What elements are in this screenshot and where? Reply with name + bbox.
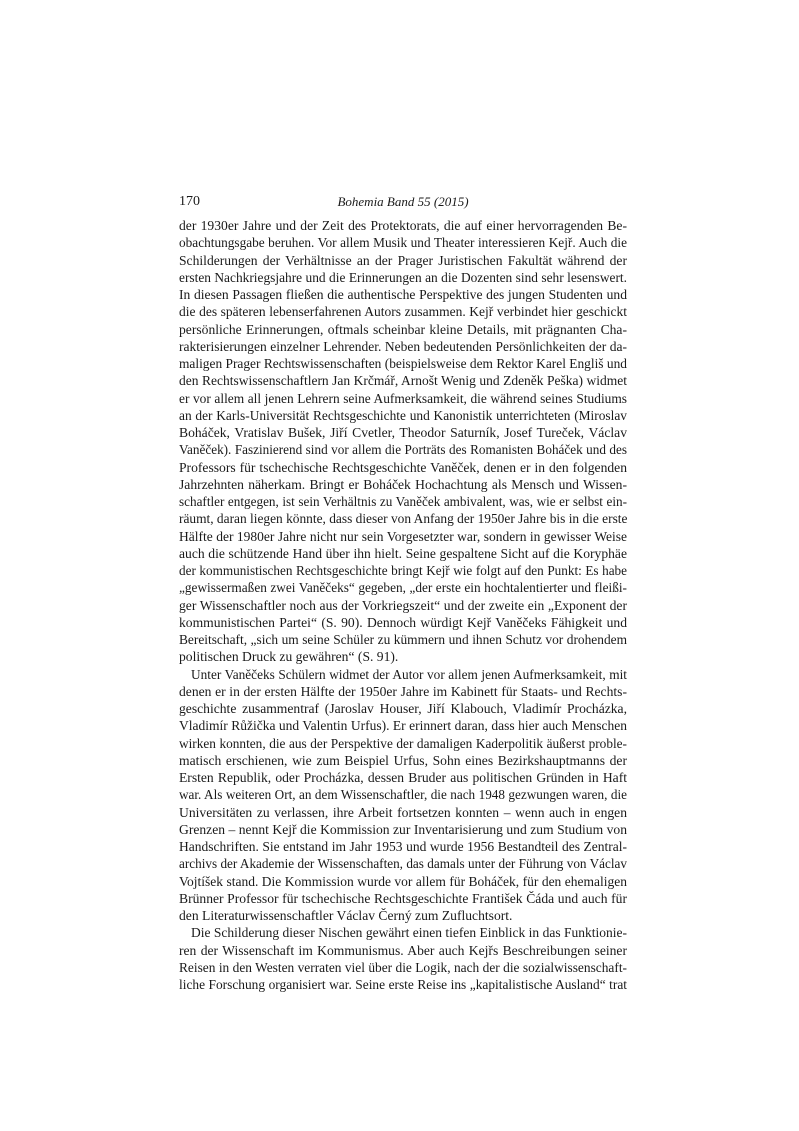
text-line: auch die schützende Hand über ihn hielt. Seine gespaltene Sicht auf die Koryphäe xyxy=(179,545,627,561)
text-line: maligen Prager Rechtswissenschaften (beispielsweise dem Rektor Karel Engliš und xyxy=(179,356,627,371)
text-line: wirken konnten, die aus der Perspektive der damaligen Kaderpolitik äußerst proble- xyxy=(179,735,627,751)
text-line: an der Karls-Universität Rechtsgeschichte und Kanonistik unterrichteten (Miroslav xyxy=(179,407,627,423)
text-line: denen er in der ersten Hälfte der 1950er Jahre im Kabinett für Staats- und Rechts- xyxy=(179,683,627,699)
text-line: den Literaturwissenschaftler Václav Černý zum Zufluchtsort. xyxy=(179,908,513,923)
text-line: räumt, daran liegen könnte, dass dieser von Anfang der 1950er Jahre bis in die erste xyxy=(179,511,628,527)
page-header xyxy=(179,193,627,213)
text-line: er vor allem all jenen Lehrern seine Aufmerksamkeit, die während seines Studiums xyxy=(179,390,627,406)
text-line: Reisen in den Westen verraten viel über die Logik, nach der die sozialwissenschaft- xyxy=(179,959,627,975)
paragraph xyxy=(179,217,627,666)
text-line: Jahrzehnten näherkam. Bringt er Boháček Hochachtung als Mensch und Wissen- xyxy=(179,476,627,492)
text-line: ren der Wissenschaft im Kommunismus. Aber auch Kejřs Beschreibungen seiner xyxy=(179,942,627,958)
text-line: kommunistischen Partei“ (S. 90). Dennoch würdigt Kejř Vaněčeks Fähigkeit und xyxy=(179,614,627,630)
text-line: Universitäten zu verlassen, ihre Arbeit fortsetzen konnten – wenn auch in engen xyxy=(179,804,627,820)
text-line: persönliche Erinnerungen, oftmals scheinbar kleine Details, mit prägnanten Cha- xyxy=(179,321,627,337)
text-line: rakterisierungen einzelner Lehrender. Neben bedeutenden Persönlichkeiten der da- xyxy=(179,338,627,354)
text-line: In diesen Passagen fließen die authentische Perspektive des jungen Studenten und xyxy=(179,287,627,302)
text-line: liche Forschung organisiert war. Seine erste Reise ins „kapitalistische Ausland“ trat xyxy=(179,977,627,992)
text-line: Grenzen – nennt Kejř die Kommission zur Inventarisierung und zum Studium von xyxy=(179,821,627,837)
text-line: Vojtíšek stand. Die Kommission wurde vor allem für Boháček, für den ehemaligen xyxy=(179,873,627,889)
text-line: Boháček, Vratislav Bušek, Jiří Cvetler, Theodor Saturník, Josef Tureček, Václav xyxy=(179,425,627,440)
text-line: obachtungsgabe beruhen. Vor allem Musik und Theater interessieren Kejř. Auch die xyxy=(179,235,627,251)
body-text xyxy=(179,217,627,993)
page-number: 170 xyxy=(179,194,200,209)
text-line: geschichte zusammentraf (Jaroslav Houser, Jiří Klabouch, Vladimír Procházka, xyxy=(179,701,627,716)
text-line: war. Als weiteren Ort, an dem Wissenschaftler, die nach 1948 gezwungen waren, die xyxy=(179,787,627,803)
text-line: den Rechtswissenschaftlern Jan Krčmář, Arnošt Wenig und Zdeněk Peška) widmet xyxy=(179,373,627,389)
text-line: schaftler entgegen, ist sein Verhältnis zu Vaněček ambivalent, was, wie er selbst ein- xyxy=(179,494,627,509)
text-line: politischen Druck zu gewähren“ (S. 91). xyxy=(179,649,399,665)
text-line: die des späteren lebenserfahrenen Autors zusammen. Kejř verbindet hier geschickt xyxy=(179,304,627,320)
text-line: archivs der Akademie der Wissenschaften, das damals unter der Führung von Václav xyxy=(179,856,627,872)
text-line: ger Wissenschaftler noch aus der Vorkriegszeit“ und der zweite ein „Exponent der xyxy=(179,597,627,613)
text-line: der kommunistischen Rechtsgeschichte bringt Kejř wie folgt auf den Punkt: Es habe xyxy=(179,563,627,578)
text-line: matisch erschienen, wie zum Beispiel Urfus, Sohn eines Bezirkshauptmanns der xyxy=(179,752,627,768)
text-line: ersten Nachkriegsjahre und die Erinnerungen an die Dozenten sind sehr lesenswert. xyxy=(179,269,627,285)
text-line: Schilderungen der Verhältnisse an der Prager Juristischen Fakultät während der xyxy=(179,252,627,268)
text-line: Handschriften. Sie entstand im Jahr 1953 und wurde 1956 Bestandteil des Zentral- xyxy=(179,839,627,854)
text-line: Bereitschaft, „sich um seine Schüler zu kümmern und ihnen Schutz vor drohendem xyxy=(179,632,627,647)
text-line: „gewissermaßen zwei Vaněčeks“ gegeben, „der erste ein hochtalentierter und fleißi- xyxy=(179,580,627,596)
text-line: Die Schilderung dieser Nischen gewährt einen tiefen Einblick in das Funktionie- xyxy=(191,925,627,941)
text-line: Vaněček). Faszinierend sind vor allem die Porträts des Romanisten Boháček und des xyxy=(179,442,627,458)
text-line: Hälfte der 1980er Jahre nicht nur sein Vorgesetzter war, sondern in gewisser Weise xyxy=(179,528,627,544)
text-line: Unter Vaněčeks Schülern widmet der Autor vor allem jenen Aufmerksamkeit, mit xyxy=(191,666,627,682)
paragraph xyxy=(179,666,627,925)
text-line: Ersten Republik, oder Procházka, dessen Bruder aus politischen Gründen in Haft xyxy=(179,770,627,785)
running-title: Bohemia Band 55 (2015) xyxy=(337,194,469,209)
text-line: der 1930er Jahre und der Zeit des Protektorats, die auf einer hervorragenden Be- xyxy=(179,218,627,233)
text-line: Professors für tschechische Rechtsgeschichte Vaněček, denen er in den folgenden xyxy=(179,459,627,475)
text-line: Brünner Professor für tschechische Rechtsgeschichte František Čáda und auch für xyxy=(179,890,627,906)
text-line: Vladimír Růžička und Valentin Urfus). Er erinnert daran, dass hier auch Menschen xyxy=(179,718,627,734)
paragraph xyxy=(179,924,627,993)
